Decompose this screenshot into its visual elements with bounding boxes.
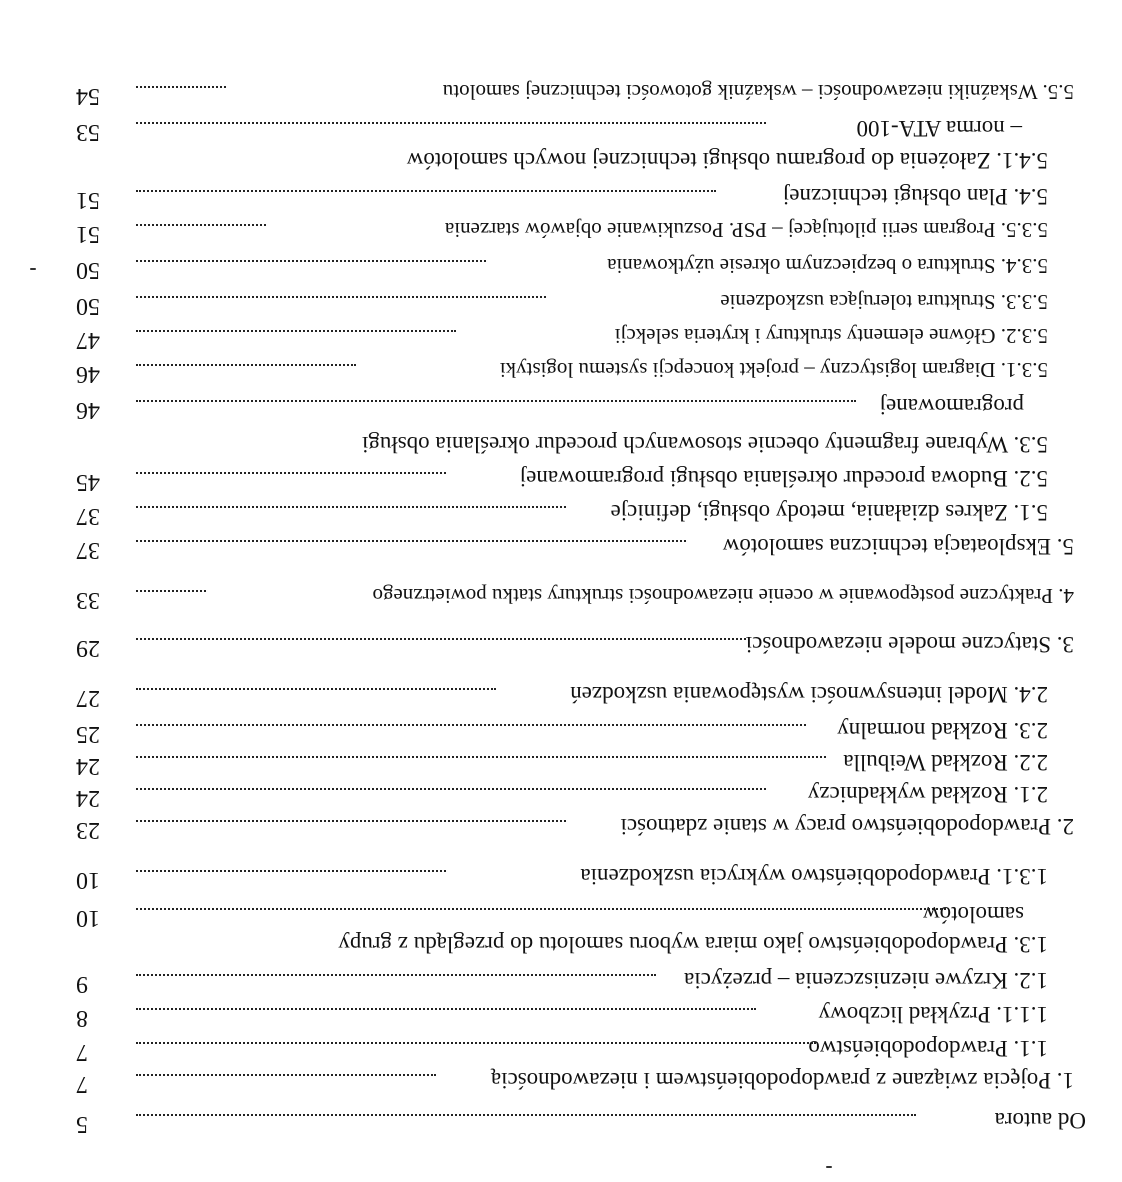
- toc-entry: [76, 624, 1086, 661]
- toc-entry: [76, 710, 1086, 747]
- toc-entry-label: 2.3. Rozkład normalny: [837, 718, 1048, 743]
- toc-entry: [76, 1100, 1086, 1137]
- toc-entry: [76, 994, 1086, 1031]
- toc-entry: [76, 894, 1086, 931]
- toc-entry-page-number: 37: [76, 537, 100, 563]
- toc-entry-label: 5. Eksploatacja techniczna samolotów: [722, 534, 1074, 559]
- toc-entry-page-number: 50: [76, 257, 100, 283]
- toc-entry-label: programowanej: [879, 394, 1024, 419]
- toc-entry-page-number: 23: [76, 817, 100, 843]
- toc-entry-page-number: 51: [76, 187, 100, 213]
- toc-entry-page-number: 9: [76, 971, 88, 997]
- toc-entry: [76, 526, 1086, 563]
- dot-leader: [136, 224, 266, 226]
- dot-leader: [136, 908, 946, 910]
- dot-leader: [136, 400, 856, 402]
- toc-entry-page-number: 53: [76, 119, 100, 145]
- toc-entry-page-number: 7: [76, 1071, 88, 1097]
- toc-entry-label: 1.1. Prawdopodobieństwo: [808, 1036, 1048, 1061]
- dot-leader: [136, 590, 206, 592]
- toc-entry-page-number: 10: [76, 905, 100, 931]
- dot-leader: [136, 788, 766, 790]
- dot-leader: [136, 86, 226, 88]
- toc-entry: [76, 282, 1086, 319]
- toc-entry: [76, 424, 1086, 458]
- toc-entry-page-number: 5: [76, 1111, 88, 1137]
- toc-entry: [76, 1028, 1086, 1065]
- toc-entry: [76, 458, 1086, 495]
- toc-entry: [76, 576, 1086, 613]
- toc-entry: [76, 176, 1086, 213]
- toc-entry-page-number: 33: [76, 587, 100, 613]
- dot-leader: [136, 296, 546, 298]
- toc-entry-page-number: 51: [76, 221, 100, 247]
- toc-entry: [76, 316, 1086, 353]
- toc-entry: [76, 140, 1086, 174]
- toc-entry: [76, 492, 1086, 529]
- toc-entry: [76, 350, 1086, 387]
- toc-entry-label: 2.4. Model intensywności występowania uszkodzeń: [570, 682, 1048, 707]
- toc-entry: [76, 960, 1086, 997]
- toc-entry: [76, 742, 1086, 779]
- toc-entry: [76, 386, 1086, 423]
- toc-entry-label: – norma ATA-100: [856, 116, 1022, 141]
- dot-leader: [136, 472, 446, 474]
- toc-entry: [76, 856, 1086, 893]
- toc-entry-label: 5.3.5. Program serii pilotującej – PSP. Poszukiwanie objawów starzenia: [444, 218, 1048, 242]
- toc-entry-label: samolotów: [923, 902, 1024, 927]
- toc-entry-page-number: 46: [76, 361, 100, 387]
- toc-entry-page-number: 50: [76, 293, 100, 319]
- toc-entry-label: 1.3. Prawdopodobieństwo jako miara wyboru samolotu do przeglądu z grupy: [338, 932, 1048, 957]
- toc-entry-page-number: 8: [76, 1005, 88, 1031]
- toc-entry-label: 5.3. Wybrane fragmenty obecnie stosowanych procedur określania obsługi: [361, 432, 1048, 457]
- toc-entry: [76, 924, 1086, 958]
- toc-entry-page-number: 37: [76, 503, 100, 529]
- toc-entry-page-number: 24: [76, 785, 100, 811]
- toc-entry-label: 5.5. Wskaźniki niezawodności – wskaźnik gotowości technicznej samolotu: [442, 80, 1074, 104]
- dot-leader: [136, 724, 806, 726]
- toc-entry-label: 1.1.1. Przykład liczbowy: [818, 1002, 1048, 1027]
- dot-leader: [136, 190, 716, 192]
- dot-leader: [136, 260, 486, 262]
- toc-entry-page-number: 10: [76, 867, 100, 893]
- toc-entry: [76, 806, 1086, 843]
- dot-leader: [136, 638, 746, 640]
- dot-leader: [136, 756, 826, 758]
- toc-entry-page-number: 54: [76, 83, 100, 109]
- toc-entry-page-number: 46: [76, 397, 100, 423]
- toc-entry-label: 3. Statyczne modele niezawodności: [745, 632, 1074, 657]
- dot-leader: [136, 820, 566, 822]
- toc-entry-label: 5.3.1. Diagram logistyczny – projekt koncepcji systemu logistyki: [499, 358, 1048, 382]
- dot-leader: [136, 540, 686, 542]
- scan-speck: [826, 1166, 832, 1168]
- toc-entry-label: 5.2. Budowa procedur określania obsługi programowanej: [519, 466, 1048, 491]
- toc-entry-page-number: 7: [76, 1039, 88, 1065]
- toc-entry-label: 2. Prawdopodobieństwo pracy w stanie zdatności: [620, 814, 1074, 839]
- toc-entry-label: 5.3.3. Struktura tolerująca uszkodzenie: [720, 290, 1048, 314]
- dot-leader: [136, 1074, 436, 1076]
- toc-entry-page-number: 47: [76, 327, 100, 353]
- toc-entry-label: Od autora: [994, 1108, 1086, 1133]
- toc-entry-label: 5.3.2. Główne elementy struktury i kryteria selekcji: [614, 324, 1048, 348]
- dot-leader: [136, 122, 766, 124]
- toc-entry: [76, 674, 1086, 711]
- toc-entry-label: 2.1. Rozkład wykładniczy: [807, 782, 1048, 807]
- scan-speck: [30, 268, 36, 270]
- dot-leader: [136, 688, 496, 690]
- toc-entry-label: 1.3.1. Prawdopodobieństwo wykrycia uszkodzenia: [580, 864, 1048, 889]
- dot-leader: [136, 1114, 916, 1116]
- toc-entry: [76, 246, 1086, 283]
- toc-entry: [76, 774, 1086, 811]
- toc-entry-label: 5.1. Zakres działania, metody obsługi, definicje: [610, 500, 1048, 525]
- toc-entry: [76, 72, 1086, 109]
- toc-entry: [76, 1060, 1086, 1097]
- toc-entry-page-number: 29: [76, 635, 100, 661]
- dot-leader: [136, 364, 356, 366]
- toc-entry-page-number: 27: [76, 685, 100, 711]
- toc-entry-label: 1.2. Krzywe niezniszczenia – przeżycia: [684, 968, 1048, 993]
- toc-entry: [76, 210, 1086, 247]
- dot-leader: [136, 974, 656, 976]
- dot-leader: [136, 1042, 816, 1044]
- toc-entry-label: 2.2. Rozkład Weibulla: [843, 750, 1048, 775]
- toc-entry-page-number: 45: [76, 469, 100, 495]
- dot-leader: [136, 870, 446, 872]
- dot-leader: [136, 330, 456, 332]
- toc-entry-label: 5.4.1. Założenia do programu obsługi technicznej nowych samolotów: [406, 148, 1048, 173]
- toc-entry-label: 5.3.4. Struktura o bezpiecznym okresie użytkowania: [607, 254, 1048, 278]
- toc-entry-page-number: 25: [76, 721, 100, 747]
- dot-leader: [136, 1008, 756, 1010]
- toc-entry-label: 1. Pojęcia związane z prawdopodobieństwem i niezawodnością: [490, 1068, 1074, 1093]
- toc-entry-label: 4. Praktyczne postępowanie w ocenie niezawodności struktury statku powietrznego: [372, 584, 1074, 608]
- toc-entry-page-number: 24: [76, 753, 100, 779]
- dot-leader: [136, 506, 566, 508]
- toc-entry: [76, 108, 1086, 145]
- toc-entry-label: 5.4. Plan obsługi technicznej: [782, 184, 1048, 209]
